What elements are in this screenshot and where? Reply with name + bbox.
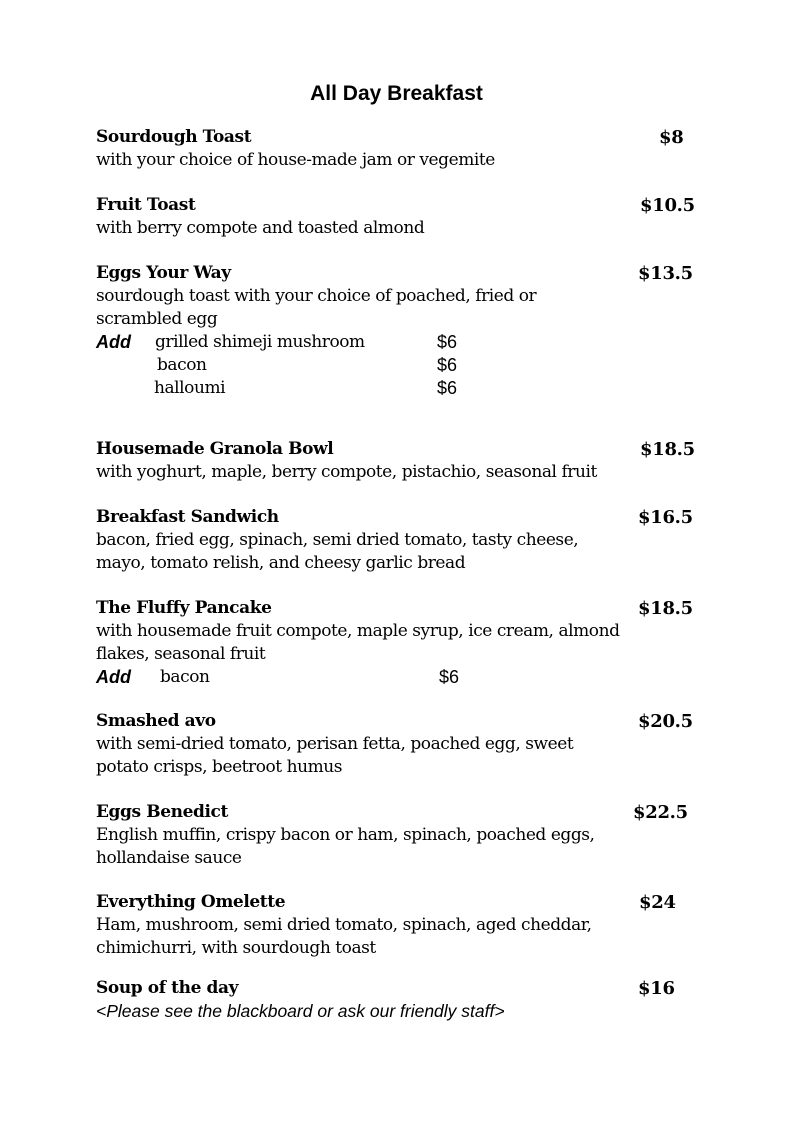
item-description: sourdough toast with your choice of poached, fried or <box>96 286 537 306</box>
addon-price: $6 <box>437 378 458 398</box>
item-name: Soup of the day <box>96 978 239 998</box>
item-name: Everything Omelette <box>96 892 286 912</box>
addon-name: grilled shimeji mushroom <box>155 332 365 352</box>
addon-price: $6 <box>437 355 458 375</box>
addon-row <box>96 331 706 354</box>
item-description: potato crisps, beetroot humus <box>96 757 343 777</box>
add-label: Add <box>96 332 131 352</box>
add-label: Add <box>96 667 131 687</box>
menu-item <box>96 801 706 870</box>
item-price: $10.5 <box>640 195 695 216</box>
addon-row <box>96 666 706 689</box>
item-price: $8 <box>659 127 684 148</box>
item-price: $18.5 <box>640 439 695 460</box>
item-description: Ham, mushroom, semi dried tomato, spinach, aged cheddar, <box>96 915 592 935</box>
item-description: scrambled egg <box>96 309 218 329</box>
item-description: English muffin, crispy bacon or ham, spinach, poached eggs, <box>96 825 595 845</box>
item-description: with berry compote and toasted almond <box>96 218 425 238</box>
item-name: The Fluffy Pancake <box>96 598 272 618</box>
menu-item <box>96 597 706 689</box>
addon-name: bacon <box>160 667 210 687</box>
addon-name: halloumi <box>154 378 226 398</box>
item-description: <Please see the blackboard or ask our friendly staff> <box>96 1001 505 1021</box>
item-price: $24 <box>639 892 676 913</box>
item-price: $18.5 <box>638 598 693 619</box>
item-name: Fruit Toast <box>96 195 196 215</box>
item-name: Smashed avo <box>96 711 216 731</box>
menu-item <box>96 194 706 240</box>
item-name: Eggs Your Way <box>96 263 231 283</box>
menu-item <box>96 262 706 400</box>
item-price: $16 <box>638 978 675 999</box>
item-name: Sourdough Toast <box>96 127 252 147</box>
item-description: with semi-dried tomato, perisan fetta, poached egg, sweet <box>96 734 574 754</box>
addon-row <box>96 354 706 377</box>
item-description: with yoghurt, maple, berry compote, pistachio, seasonal fruit <box>96 462 597 482</box>
item-price: $13.5 <box>638 263 693 284</box>
menu-item <box>96 977 706 1023</box>
menu-item <box>96 438 706 484</box>
item-description: bacon, fried egg, spinach, semi dried tomato, tasty cheese, <box>96 530 579 550</box>
item-price: $16.5 <box>638 507 693 528</box>
item-description: chimichurri, with sourdough toast <box>96 938 376 958</box>
addon-price: $6 <box>439 667 460 687</box>
menu-item <box>96 126 706 172</box>
menu-item <box>96 506 706 575</box>
item-name: Breakfast Sandwich <box>96 507 279 527</box>
item-name: Eggs Benedict <box>96 802 228 822</box>
item-description: mayo, tomato relish, and cheesy garlic bread <box>96 553 466 573</box>
item-price: $20.5 <box>638 711 693 732</box>
item-description: flakes, seasonal fruit <box>96 644 266 664</box>
item-price: $22.5 <box>633 802 688 823</box>
item-description: with your choice of house-made jam or vegemite <box>96 150 495 170</box>
addon-name: bacon <box>157 355 207 375</box>
item-description: with housemade fruit compote, maple syrup, ice cream, almond <box>96 621 620 641</box>
addon-row <box>96 377 706 400</box>
menu-item <box>96 891 706 960</box>
addon-price: $6 <box>437 332 458 352</box>
menu-title: All Day Breakfast <box>310 82 483 105</box>
item-description: hollandaise sauce <box>96 848 242 868</box>
item-name: Housemade Granola Bowl <box>96 439 334 459</box>
menu-item <box>96 710 706 779</box>
